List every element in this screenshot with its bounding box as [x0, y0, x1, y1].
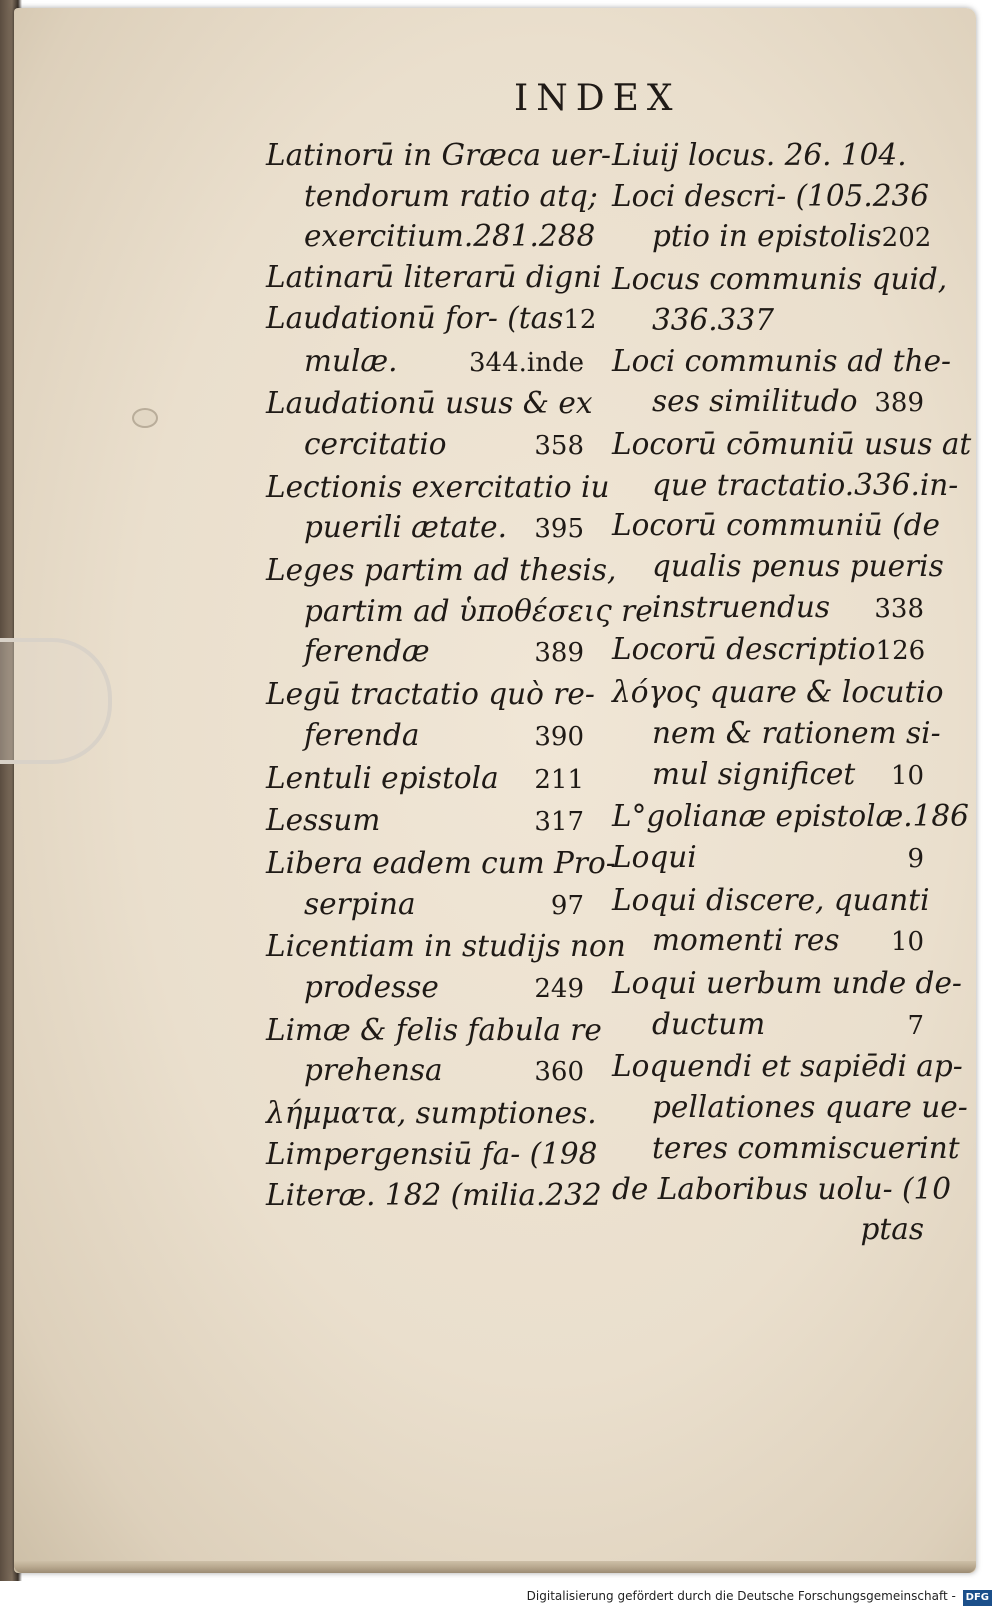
- index-entry: [612, 381, 924, 424]
- index-entry: [266, 1010, 602, 1051]
- page-clip: [0, 638, 112, 764]
- index-entry-page-number: 211: [534, 764, 584, 795]
- index-entry: [612, 1004, 924, 1047]
- index-entry-text: teres commiscuerint: [652, 1130, 960, 1165]
- index-entry-text: Limpergensiū fa- (198: [266, 1136, 598, 1171]
- index-entry: [266, 715, 584, 758]
- index-entry-text: Locorū cōmuniū usus at: [612, 426, 972, 461]
- index-entry-page-number: 395: [534, 514, 584, 545]
- index-entry-text: momenti res: [652, 923, 840, 958]
- index-entry: [266, 1093, 597, 1134]
- index-entry-text: Lectionis exercitatio iu: [266, 469, 610, 504]
- index-column-right: [612, 135, 972, 1250]
- index-entry-text: Loqui: [612, 839, 697, 874]
- index-entry: [266, 631, 584, 674]
- index-entry-page-number: 389: [874, 388, 924, 419]
- index-entry-text: Lessum: [266, 803, 381, 838]
- index-entry: [612, 796, 969, 837]
- index-entry: [612, 135, 924, 176]
- paper-hole: [132, 408, 158, 428]
- index-entry-text: Locorū descriptio: [612, 632, 876, 667]
- dfg-logo: DFG: [963, 1590, 992, 1606]
- index-entry-page-number: 9: [907, 843, 924, 874]
- index-entry-text: Libera eadem cum Pro-: [266, 845, 616, 880]
- index-entry-text: Laudationū usus & ex: [266, 386, 593, 421]
- index-entry-text: de Laboribus uolu- (10: [612, 1171, 952, 1206]
- index-entry: [612, 1046, 963, 1087]
- page-stack-edge: [14, 1561, 976, 1573]
- index-entry-text: ptas: [860, 1212, 924, 1247]
- index-entry-text: que tractatio.336.in-: [652, 467, 959, 502]
- index-entry: [266, 674, 595, 715]
- index-entry: [612, 300, 924, 341]
- index-entry-page-number: 10: [890, 760, 924, 791]
- index-entry-text: ptio in epistolis: [652, 219, 882, 254]
- index-entry: [612, 1209, 924, 1250]
- index-entry: [612, 176, 930, 217]
- index-entry-page-number: 12: [563, 304, 597, 335]
- index-entry-page-number: 389: [534, 638, 584, 669]
- index-entry-text: 336.337: [652, 302, 774, 337]
- index-entry-text: mulæ.: [304, 343, 398, 378]
- index-entry-text: ses similitudo: [652, 384, 858, 419]
- index-entry-text: tendorum ratio atq;: [304, 178, 598, 213]
- index-entry-page-number: 358: [534, 430, 584, 461]
- index-entry-text: Loquendi et sapiēdi ap-: [612, 1049, 963, 1084]
- index-entry: [266, 298, 597, 341]
- index-entry-text: Limæ & felis fabula re: [266, 1012, 602, 1047]
- index-entry-page-number: 344.inde: [469, 347, 584, 378]
- index-entry-text: Latinarū literarū digni: [266, 260, 602, 295]
- index-entry-text: cercitatio: [304, 426, 447, 461]
- index-entry-page-number: 97: [550, 890, 584, 921]
- index-entry-text: ductum: [652, 1006, 766, 1041]
- index-entry-page-number: 317: [534, 807, 584, 838]
- index-entry: [266, 843, 616, 884]
- index-entry: [266, 926, 626, 967]
- index-entry-text: Leges partim ad thesis,: [266, 553, 617, 588]
- index-entry-text: Licentiam in studijs non: [266, 929, 626, 964]
- index-entry: [612, 713, 941, 754]
- index-entry-text: Legū tractatio quò re-: [266, 677, 595, 712]
- index-entry: [612, 546, 944, 587]
- index-entry: [612, 880, 930, 921]
- index-entry-page-number: 126: [875, 636, 926, 667]
- index-entry-text: ferenda: [304, 717, 420, 752]
- index-entry-text: Latinorū in Græca uer-: [266, 138, 611, 172]
- index-entry-text: partim ad ὑποθέσεις re: [304, 593, 653, 628]
- index-entry: [266, 341, 584, 384]
- index-entry-text: pellationes quare ue-: [652, 1090, 968, 1125]
- index-entry: [612, 424, 972, 465]
- index-entry: [612, 920, 924, 963]
- index-entry: [612, 341, 951, 382]
- index-entry: [266, 1134, 598, 1175]
- index-entry-text: puerili ætate.: [304, 510, 507, 545]
- index-entry: [266, 507, 584, 550]
- index-entry: [266, 591, 653, 632]
- index-entry-text: Loci descri- (105.236: [612, 178, 930, 213]
- index-entry: [612, 1128, 960, 1169]
- index-entry-text: nem & rationem si-: [652, 715, 941, 750]
- index-entry-text: Lentuli epistola: [266, 760, 499, 795]
- index-entry-text: exercitium.281.288: [304, 219, 596, 254]
- index-entry: [266, 467, 610, 508]
- index-entry-page-number: 249: [534, 974, 584, 1005]
- index-entry: [612, 837, 924, 880]
- index-entry-text: Loqui uerbum unde de-: [612, 966, 962, 1001]
- index-entry: [266, 257, 602, 298]
- index-entry: [266, 383, 593, 424]
- index-entry-page-number: 338: [874, 593, 924, 624]
- book-page: [14, 8, 976, 1573]
- index-entry-text: λόγος quare & locutio: [612, 675, 944, 710]
- index-entry: [266, 424, 584, 467]
- index-entry-text: ferendæ: [304, 634, 430, 669]
- index-entry-text: Literæ. 182 (milia.232: [266, 1177, 602, 1212]
- index-entry-text: Locus communis quid,: [612, 262, 948, 297]
- index-column-left: [266, 135, 653, 1215]
- index-entry: [266, 1050, 584, 1093]
- footer-text: Digitalisierung gefördert durch die Deutsche Forschungsgemeinschaft -: [526, 1589, 956, 1603]
- digitization-footer: [0, 1581, 1000, 1611]
- index-entry-text: prehensa: [304, 1053, 443, 1088]
- index-entry: [612, 672, 944, 713]
- index-entry: [612, 1169, 952, 1210]
- index-entry: [612, 587, 924, 630]
- index-entry: [612, 216, 932, 259]
- index-entry: [266, 135, 611, 176]
- index-entry-text: L°golianæ epistolæ.186: [612, 799, 969, 834]
- index-entry: [612, 465, 959, 506]
- index-entry-text: prodesse: [304, 970, 439, 1005]
- index-entry-text: mul significet: [652, 756, 856, 791]
- index-entry: [266, 967, 584, 1010]
- index-entry-text: Locorū communiū (de: [612, 508, 941, 543]
- index-entry: [266, 758, 584, 801]
- index-entry: [612, 1087, 968, 1128]
- index-entry: [612, 259, 948, 300]
- index-entry-text: Liuij locus. 26. 104.: [612, 138, 907, 172]
- index-entry-text: serpina: [304, 886, 416, 921]
- index-entry: [612, 505, 941, 546]
- index-entry: [612, 963, 962, 1004]
- index-entry: [266, 1175, 602, 1216]
- index-entry: [266, 800, 584, 843]
- index-entry-page-number: 7: [907, 1010, 924, 1041]
- index-entry-page-number: 10: [890, 927, 924, 958]
- index-entry: [266, 550, 617, 591]
- index-entry-text: Loqui discere, quanti: [612, 882, 930, 917]
- index-entry-text: instruendus: [652, 589, 831, 624]
- index-entry-text: λήμματα, sumptiones.: [266, 1096, 597, 1131]
- index-entry-text: qualis penus pueris: [652, 549, 944, 584]
- index-entry: [266, 216, 596, 257]
- index-entry: [266, 176, 598, 217]
- index-entry-page-number: 360: [534, 1057, 584, 1088]
- index-entry: [266, 884, 584, 927]
- index-entry-text: Loci communis ad the-: [612, 343, 951, 378]
- index-entry-page-number: 202: [881, 223, 932, 254]
- page-header: INDEX: [514, 78, 681, 119]
- index-entry-text: Laudationū for- (tas: [266, 300, 564, 335]
- index-entry-page-number: 390: [534, 721, 584, 752]
- index-entry: [612, 629, 924, 672]
- index-entry: [612, 754, 924, 797]
